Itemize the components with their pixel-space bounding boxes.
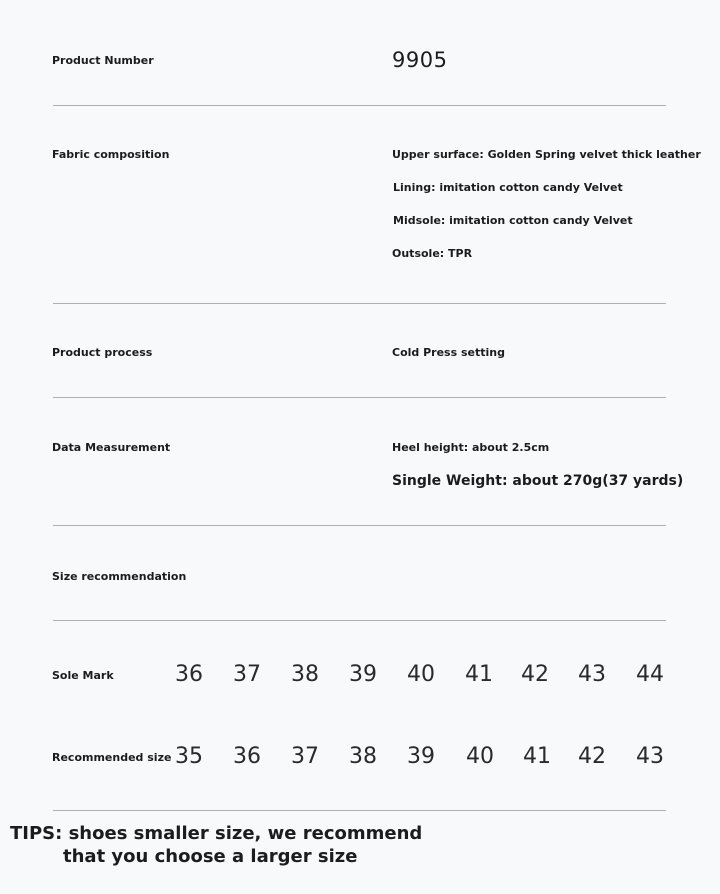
- fabric-upper-surface: Upper surface: Golden Spring velvet thick leather: [392, 148, 701, 161]
- heel-height: Heel height: about 2.5cm: [392, 441, 550, 454]
- recommended-size-cell: 35: [175, 744, 203, 769]
- data-measurement-label: Data Measurement: [52, 441, 171, 454]
- product-process-value: Cold Press setting: [392, 346, 505, 359]
- sole-mark-cell: 39: [349, 662, 377, 687]
- tips-line-2: that you choose a larger size: [63, 846, 358, 867]
- sole-mark-cell: 38: [291, 662, 319, 687]
- sole-mark-cell: 42: [521, 662, 549, 687]
- divider: [53, 397, 666, 398]
- sole-mark-cell: 41: [465, 662, 493, 687]
- recommended-size-cell: 39: [407, 744, 435, 769]
- sole-mark-cell: 40: [407, 662, 435, 687]
- tips-line-1: TIPS: shoes smaller size, we recommend: [10, 823, 423, 844]
- sole-mark-cell: 36: [175, 662, 203, 687]
- product-number-label: Product Number: [52, 54, 154, 67]
- divider: [53, 620, 666, 621]
- divider: [53, 810, 666, 811]
- fabric-outsole: Outsole: TPR: [392, 247, 473, 260]
- divider: [53, 303, 666, 304]
- product-number-value: 9905: [392, 48, 448, 72]
- divider: [53, 105, 666, 106]
- single-weight: Single Weight: about 270g(37 yards): [392, 473, 684, 489]
- size-tips: [10, 822, 422, 868]
- recommended-size-cell: 38: [349, 744, 377, 769]
- sole-mark-cell: 44: [636, 662, 664, 687]
- recommended-size-cell: 37: [291, 744, 319, 769]
- recommended-size-cell: 41: [523, 744, 551, 769]
- recommended-size-cell: 36: [233, 744, 261, 769]
- recommended-size-cell: 40: [466, 744, 494, 769]
- recommended-size-cell: 43: [636, 744, 664, 769]
- product-process-label: Product process: [52, 346, 153, 359]
- recommended-size-label: Recommended size: [52, 751, 172, 764]
- divider: [53, 525, 666, 526]
- recommended-size-cell: 42: [578, 744, 606, 769]
- sole-mark-label: Sole Mark: [52, 669, 114, 682]
- size-recommendation-label: Size recommendation: [52, 570, 187, 583]
- fabric-lining: Lining: imitation cotton candy Velvet: [393, 181, 623, 194]
- sole-mark-cell: 37: [233, 662, 261, 687]
- fabric-midsole: Midsole: imitation cotton candy Velvet: [393, 214, 633, 227]
- fabric-composition-label: Fabric composition: [52, 148, 170, 161]
- sole-mark-cell: 43: [578, 662, 606, 687]
